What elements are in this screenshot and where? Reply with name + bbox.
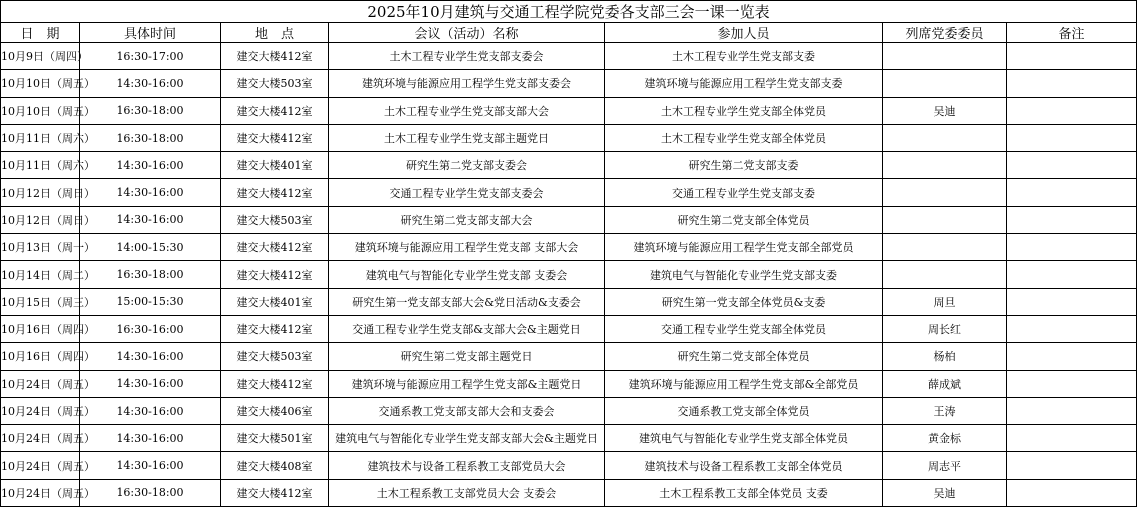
meeting-name-cell: 建筑环境与能源应用工程学生党支部 支部大会	[329, 234, 605, 261]
meeting-name-cell: 建筑环境与能源应用工程学生党支部&主题党日	[329, 370, 605, 397]
participants-cell: 建筑环境与能源应用工程学生党支部全部党员	[605, 234, 883, 261]
remarks-cell	[1007, 397, 1137, 424]
participants-cell: 土木工程系教工支部全体党员 支委	[605, 479, 883, 506]
meeting-name-cell: 交通工程专业学生党支部&支部大会&主题党日	[329, 315, 605, 342]
time-cell: 16:30-18:00	[80, 124, 221, 151]
time-cell: 16:30-16:00	[80, 315, 221, 342]
committee-member-cell	[883, 234, 1007, 261]
date-cell: 10月16日（周四）	[1, 343, 80, 370]
location-cell: 建交大楼503室	[221, 206, 329, 233]
table-row	[1, 124, 1137, 151]
participants-cell: 建筑电气与智能化专业学生党支部支委	[605, 261, 883, 288]
date-cell: 10月12日（周日）	[1, 179, 80, 206]
table-row	[1, 261, 1137, 288]
remarks-cell	[1007, 261, 1137, 288]
table-row	[1, 315, 1137, 342]
table-row	[1, 452, 1137, 479]
participants-cell: 建筑电气与智能化专业学生党支部全体党员	[605, 425, 883, 452]
location-cell: 建交大楼412室	[221, 43, 329, 70]
location-cell: 建交大楼412室	[221, 479, 329, 506]
header-meeting-name: 会议（活动）名称	[329, 23, 605, 43]
table-title: 2025年10月建筑与交通工程学院党委各支部三会一课一览表	[1, 1, 1137, 23]
participants-cell: 交通工程专业学生党支部支委	[605, 179, 883, 206]
date-cell: 10月11日（周六）	[1, 152, 80, 179]
location-cell: 建交大楼412室	[221, 234, 329, 261]
date-cell: 10月9日（周四）	[1, 43, 80, 70]
remarks-cell	[1007, 425, 1137, 452]
date-cell: 10月11日（周六）	[1, 124, 80, 151]
time-cell: 15:00-15:30	[80, 288, 221, 315]
participants-cell: 研究生第二党支部支委	[605, 152, 883, 179]
committee-member-cell: 吴迪	[883, 479, 1007, 506]
committee-member-cell: 黄金标	[883, 425, 1007, 452]
table-row	[1, 97, 1137, 124]
meeting-name-cell: 交通系教工党支部支部大会和支委会	[329, 397, 605, 424]
table-row	[1, 234, 1137, 261]
time-cell: 16:30-18:00	[80, 97, 221, 124]
participants-cell: 研究生第二党支部全体党员	[605, 343, 883, 370]
table-row	[1, 425, 1137, 452]
header-date: 日 期	[1, 23, 80, 43]
location-cell: 建交大楼412室	[221, 261, 329, 288]
date-cell: 10月24日（周五）	[1, 370, 80, 397]
remarks-cell	[1007, 343, 1137, 370]
remarks-cell	[1007, 152, 1137, 179]
table-row	[1, 43, 1137, 70]
header-participants: 参加人员	[605, 23, 883, 43]
participants-cell: 研究生第一党支部全体党员&支委	[605, 288, 883, 315]
location-cell: 建交大楼401室	[221, 288, 329, 315]
participants-cell: 建筑技术与设备工程系教工支部全体党员	[605, 452, 883, 479]
time-cell: 14:30-16:00	[80, 425, 221, 452]
table-row	[1, 206, 1137, 233]
time-cell: 14:30-16:00	[80, 397, 221, 424]
time-cell: 16:30-18:00	[80, 261, 221, 288]
committee-member-cell: 吴迪	[883, 97, 1007, 124]
meeting-name-cell: 建筑电气与智能化专业学生党支部支部大会&主题党日	[329, 425, 605, 452]
table-row	[1, 370, 1137, 397]
meeting-name-cell: 土木工程专业学生党支部支委会	[329, 43, 605, 70]
participants-cell: 土木工程专业学生党支部全体党员	[605, 124, 883, 151]
committee-member-cell	[883, 43, 1007, 70]
location-cell: 建交大楼503室	[221, 70, 329, 97]
table-row	[1, 343, 1137, 370]
committee-member-cell	[883, 70, 1007, 97]
date-cell: 10月10日（周五）	[1, 97, 80, 124]
committee-member-cell	[883, 206, 1007, 233]
location-cell: 建交大楼401室	[221, 152, 329, 179]
header-attending-committee-member: 列席党委委员	[883, 23, 1007, 43]
meeting-name-cell: 交通工程专业学生党支部支委会	[329, 179, 605, 206]
meeting-name-cell: 土木工程系教工支部党员大会 支委会	[329, 479, 605, 506]
location-cell: 建交大楼412室	[221, 97, 329, 124]
location-cell: 建交大楼501室	[221, 425, 329, 452]
remarks-cell	[1007, 315, 1137, 342]
committee-member-cell	[883, 261, 1007, 288]
meeting-name-cell: 研究生第一党支部支部大会&党日活动&支委会	[329, 288, 605, 315]
date-cell: 10月10日（周五）	[1, 70, 80, 97]
location-cell: 建交大楼412室	[221, 124, 329, 151]
meeting-name-cell: 研究生第二党支部支委会	[329, 152, 605, 179]
participants-cell: 研究生第二党支部全体党员	[605, 206, 883, 233]
time-cell: 16:30-18:00	[80, 479, 221, 506]
committee-member-cell	[883, 152, 1007, 179]
remarks-cell	[1007, 124, 1137, 151]
date-cell: 10月24日（周五）	[1, 425, 80, 452]
remarks-cell	[1007, 234, 1137, 261]
meeting-name-cell: 土木工程专业学生党支部主题党日	[329, 124, 605, 151]
participants-cell: 交通系教工党支部全体党员	[605, 397, 883, 424]
time-cell: 14:00-15:30	[80, 234, 221, 261]
time-cell: 14:30-16:00	[80, 343, 221, 370]
meeting-name-cell: 研究生第二党支部主题党日	[329, 343, 605, 370]
remarks-cell	[1007, 179, 1137, 206]
meeting-name-cell: 建筑电气与智能化专业学生党支部 支委会	[329, 261, 605, 288]
date-cell: 10月15日（周三）	[1, 288, 80, 315]
participants-cell: 土木工程专业学生党支部支委	[605, 43, 883, 70]
time-cell: 14:30-16:00	[80, 152, 221, 179]
participants-cell: 交通工程专业学生党支部全体党员	[605, 315, 883, 342]
remarks-cell	[1007, 97, 1137, 124]
date-cell: 10月16日（周四）	[1, 315, 80, 342]
remarks-cell	[1007, 479, 1137, 506]
location-cell: 建交大楼412室	[221, 315, 329, 342]
time-cell: 16:30-17:00	[80, 43, 221, 70]
participants-cell: 土木工程专业学生党支部全体党员	[605, 97, 883, 124]
date-cell: 10月24日（周五）	[1, 397, 80, 424]
date-cell: 10月24日（周五）	[1, 479, 80, 506]
table-row	[1, 397, 1137, 424]
committee-member-cell: 杨柏	[883, 343, 1007, 370]
header-remarks: 备注	[1007, 23, 1137, 43]
time-cell: 14:30-16:00	[80, 452, 221, 479]
committee-member-cell	[883, 179, 1007, 206]
time-cell: 14:30-16:00	[80, 70, 221, 97]
time-cell: 14:30-16:00	[80, 370, 221, 397]
header-location: 地 点	[221, 23, 329, 43]
date-cell: 10月12日（周日）	[1, 206, 80, 233]
header-time: 具体时间	[80, 23, 221, 43]
remarks-cell	[1007, 206, 1137, 233]
table-row	[1, 179, 1137, 206]
time-cell: 14:30-16:00	[80, 206, 221, 233]
table-row	[1, 479, 1137, 506]
remarks-cell	[1007, 43, 1137, 70]
time-cell: 14:30-16:00	[80, 179, 221, 206]
remarks-cell	[1007, 370, 1137, 397]
meeting-name-cell: 建筑技术与设备工程系教工支部党员大会	[329, 452, 605, 479]
date-cell: 10月24日（周五）	[1, 452, 80, 479]
table-row	[1, 70, 1137, 97]
participants-cell: 建筑环境与能源应用工程学生党支部&全部党员	[605, 370, 883, 397]
committee-member-cell: 王涛	[883, 397, 1007, 424]
remarks-cell	[1007, 288, 1137, 315]
committee-member-cell: 薛成斌	[883, 370, 1007, 397]
location-cell: 建交大楼503室	[221, 343, 329, 370]
remarks-cell	[1007, 452, 1137, 479]
date-cell: 10月13日（周一）	[1, 234, 80, 261]
location-cell: 建交大楼406室	[221, 397, 329, 424]
committee-member-cell: 周长红	[883, 315, 1007, 342]
meeting-name-cell: 土木工程专业学生党支部支部大会	[329, 97, 605, 124]
table-row	[1, 288, 1137, 315]
remarks-cell	[1007, 70, 1137, 97]
location-cell: 建交大楼412室	[221, 370, 329, 397]
committee-member-cell: 周旦	[883, 288, 1007, 315]
meeting-name-cell: 研究生第二党支部支部大会	[329, 206, 605, 233]
meeting-name-cell: 建筑环境与能源应用工程学生党支部支委会	[329, 70, 605, 97]
table-row	[1, 152, 1137, 179]
date-cell: 10月14日（周二）	[1, 261, 80, 288]
committee-member-cell: 周志平	[883, 452, 1007, 479]
committee-member-cell	[883, 124, 1007, 151]
location-cell: 建交大楼412室	[221, 179, 329, 206]
location-cell: 建交大楼408室	[221, 452, 329, 479]
participants-cell: 建筑环境与能源应用工程学生党支部支委	[605, 70, 883, 97]
